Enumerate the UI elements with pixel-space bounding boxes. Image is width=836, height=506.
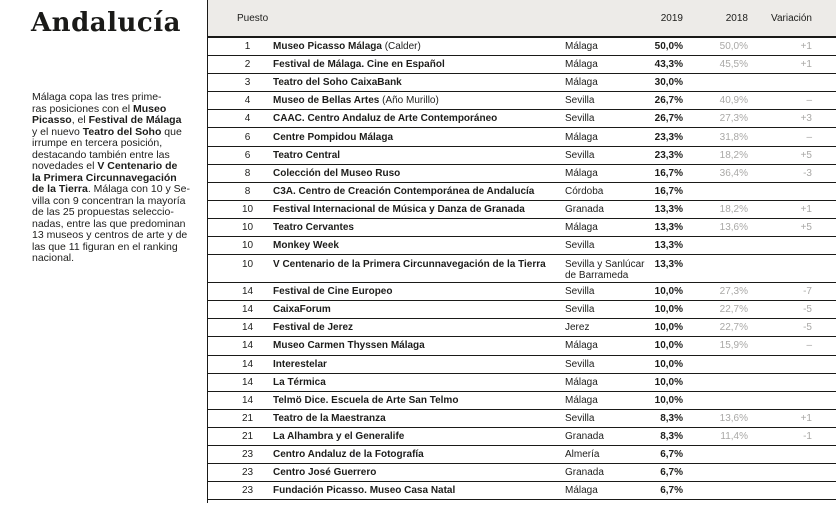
cell-name (273, 485, 565, 496)
cell-city: Málaga (565, 167, 598, 179)
cell-puesto: 10 (241, 258, 254, 270)
cell-puesto: 4 (244, 95, 251, 107)
entity-name: Centre Pompidou Málaga (273, 131, 394, 143)
cell-puesto: 14 (241, 358, 254, 370)
cell-name (273, 168, 565, 179)
header-variacion: Variación (771, 12, 812, 24)
cell-puesto: 10 (241, 240, 254, 252)
cell-2018: 22,7% (719, 322, 748, 334)
cell-city: Almería (565, 449, 600, 461)
cell-2019: 6,7% (660, 449, 683, 461)
cell-2019: 26,7% (654, 95, 683, 107)
cell-2019: 6,7% (660, 467, 683, 479)
cell-puesto: 1 (244, 41, 251, 53)
table-row (208, 337, 836, 355)
table-row (208, 147, 836, 165)
cell-name (273, 113, 565, 124)
cell-puesto: 14 (241, 304, 254, 316)
paragraph-line: la Primera Circunnavegación (32, 171, 177, 184)
cell-name (273, 322, 565, 333)
cell-city: Málaga (565, 394, 598, 406)
table-row (208, 237, 836, 255)
cell-city: Sevilla y Sanlúcar de Barrameda (565, 258, 645, 281)
table-row (208, 301, 836, 319)
entity-name: Teatro Cervantes (273, 221, 354, 233)
cell-variacion: -3 (803, 167, 812, 179)
cell-variacion: +1 (800, 59, 812, 71)
cell-2019: 8,3% (660, 412, 683, 424)
paragraph-line: ras posiciones con el Museo (32, 102, 167, 115)
cell-2019: 16,7% (654, 167, 683, 179)
cell-2019: 8,3% (660, 430, 683, 442)
paragraph-line: destacando también entre las (32, 148, 170, 161)
cell-2018: 11,4% (720, 430, 748, 442)
paragraph-line: villa con 9 concentran la mayoría (32, 194, 186, 207)
table-row (208, 464, 836, 482)
cell-puesto: 4 (244, 113, 251, 125)
cell-name (273, 449, 565, 460)
table-row (208, 374, 836, 392)
cell-name (273, 132, 565, 143)
entity-name: Centro José Guerrero (273, 467, 377, 479)
entity-name: La Alhambra y el Generalife (273, 430, 405, 442)
cell-name (273, 240, 565, 251)
cell-2019: 10,0% (654, 394, 683, 406)
cell-city: Sevilla (565, 286, 595, 298)
cell-puesto: 14 (241, 322, 254, 334)
table-rows (208, 38, 836, 500)
paragraph-line: de la Tierra. Málaga con 10 y Se- (32, 183, 190, 195)
entity-name: Colección del Museo Ruso (273, 167, 401, 179)
cell-2018: 13,6% (719, 221, 748, 233)
cell-puesto: 23 (241, 467, 254, 479)
cell-name (273, 359, 565, 370)
cell-2019: 30,0% (654, 77, 683, 89)
cell-variacion: +5 (800, 149, 812, 161)
cell-name (273, 59, 565, 70)
cell-2019: 26,7% (654, 113, 683, 125)
cell-city: Sevilla (565, 95, 595, 107)
entity-name: C3A. Centro de Creación Contemporánea de Andalucía (273, 185, 535, 197)
cell-city: Córdoba (565, 185, 604, 197)
table-row (208, 165, 836, 183)
table-row (208, 356, 836, 374)
paragraph-line: Picasso, el Festival de Málaga (32, 114, 182, 126)
cell-2019: 13,3% (654, 240, 683, 252)
cell-city: Sevilla (565, 149, 595, 161)
cell-city: Málaga (565, 131, 598, 143)
entity-name: La Térmica (273, 376, 326, 388)
paragraph-line: de las 25 propuestas seleccio- (32, 206, 174, 218)
cell-puesto: 2 (244, 59, 251, 71)
table-row (208, 201, 836, 219)
cell-puesto: 21 (241, 430, 254, 442)
cell-city: Granada (565, 467, 604, 479)
paragraph-line: nacional. (32, 252, 75, 264)
table-row (208, 183, 836, 201)
header-2019: 2019 (660, 12, 683, 24)
paragraph-line: Málaga copa las tres prime- (32, 91, 162, 103)
cell-variacion: -7 (803, 286, 812, 298)
name-note: (Calder) (381, 41, 421, 53)
table-header (208, 0, 836, 38)
page-title: Andalucía (31, 8, 181, 38)
entity-name: Centro Andaluz de la Fotografía (273, 449, 424, 461)
cell-2019: 10,0% (654, 358, 683, 370)
paragraph-line: novedades el V Centenario de (32, 160, 178, 172)
cell-name (273, 186, 565, 197)
cell-name (273, 204, 565, 215)
cell-2018: 31,8% (719, 131, 748, 143)
cell-city: Sevilla (565, 358, 595, 370)
cell-city: Granada (565, 430, 604, 442)
entity-name: Festival de Cine Europeo (273, 286, 393, 298)
cell-name (273, 467, 565, 478)
cell-2019: 13,3% (654, 221, 683, 233)
cell-2019: 16,7% (654, 185, 683, 197)
cell-2019: 10,0% (654, 286, 683, 298)
cell-2018: 22,7% (719, 304, 748, 316)
table-row (208, 255, 836, 283)
cell-city: Granada (565, 203, 604, 215)
cell-2018: 18,2% (719, 203, 748, 215)
cell-2019: 13,3% (654, 203, 683, 215)
cell-puesto: 14 (241, 394, 254, 406)
ranking-table (207, 0, 836, 503)
entity-name: Museo Picasso Málaga (273, 41, 382, 53)
paragraph-line: 13 museos y centros de arte y de (32, 229, 188, 241)
entity-name: Museo Carmen Thyssen Málaga (273, 340, 425, 352)
cell-city: Sevilla (565, 113, 595, 125)
table-row (208, 283, 836, 301)
cell-2019: 10,0% (654, 340, 683, 352)
cell-city: Málaga (565, 376, 598, 388)
table-row (208, 410, 836, 428)
cell-name (273, 286, 565, 297)
cell-name (273, 395, 565, 406)
cell-puesto: 14 (241, 286, 254, 298)
entity-name: Museo de Bellas Artes (273, 95, 380, 107)
table-row (208, 319, 836, 337)
cell-2019: 13,3% (654, 258, 683, 270)
cell-puesto: 6 (244, 131, 251, 143)
cell-city: Málaga (565, 340, 598, 352)
cell-variacion: +5 (800, 221, 812, 233)
cell-puesto: 14 (241, 376, 254, 388)
table-row (208, 56, 836, 74)
cell-city: Jerez (565, 322, 590, 334)
cell-name (273, 222, 565, 233)
header-puesto: Puesto (237, 12, 269, 24)
entity-name: Interestelar (273, 358, 327, 370)
table-row (208, 219, 836, 237)
cell-city: Sevilla (565, 240, 595, 252)
paragraph-line: las que 11 figuran en el ranking (32, 240, 178, 253)
cell-2019: 50,0% (654, 41, 683, 53)
cell-puesto: 23 (241, 449, 254, 461)
table-row (208, 92, 836, 110)
table-row (208, 482, 836, 500)
cell-city: Málaga (565, 485, 598, 497)
cell-city: Málaga (565, 41, 598, 53)
sidebar (0, 0, 207, 506)
cell-2018: 36,4% (719, 167, 748, 179)
entity-name: CaixaForum (273, 304, 331, 316)
cell-city: Sevilla (565, 304, 595, 316)
entity-name: Telmö Dice. Escuela de Arte San Telmo (273, 394, 459, 406)
cell-name (273, 41, 565, 52)
cell-variacion: +1 (800, 41, 812, 53)
cell-name (273, 340, 565, 351)
cell-name (273, 413, 565, 424)
cell-2018: 45,5% (719, 59, 748, 71)
cell-name (273, 377, 565, 388)
cell-city: Málaga (565, 59, 598, 71)
cell-name (273, 431, 565, 442)
cell-variacion: +3 (800, 113, 812, 125)
cell-puesto: 14 (241, 340, 254, 352)
paragraph-line: nadas, entre las que predominan (32, 217, 186, 230)
table-row (208, 110, 836, 128)
paragraph-line: y el nuevo Teatro del Soho que (32, 125, 182, 138)
cell-2019: 10,0% (654, 304, 683, 316)
cell-puesto: 8 (244, 185, 251, 197)
table-row (208, 446, 836, 464)
cell-puesto: 23 (241, 485, 254, 497)
cell-2018: 15,9% (719, 340, 748, 352)
cell-2018: 27,3% (719, 113, 748, 125)
cell-puesto: 6 (244, 149, 251, 161)
cell-2019: 10,0% (654, 376, 683, 388)
cell-2019: 43,3% (654, 59, 683, 71)
name-note: (Año Murillo) (379, 95, 439, 107)
paragraph-line: irrumpe en tercera posición, (32, 137, 163, 149)
cell-puesto: 8 (244, 167, 251, 179)
cell-puesto: 10 (241, 221, 254, 233)
entity-name: Festival de Jerez (273, 322, 354, 334)
cell-variacion: +1 (800, 203, 812, 215)
cell-city: Málaga (565, 77, 598, 89)
entity-name: Festival de Málaga. Cine en Español (273, 59, 445, 71)
entity-name: Teatro del Soho CaixaBank (273, 77, 402, 89)
cell-name (273, 304, 565, 315)
cell-city: Málaga (565, 221, 598, 233)
cell-2019: 6,7% (660, 485, 683, 497)
header-2018: 2018 (725, 12, 748, 24)
cell-variacion: -5 (803, 322, 812, 334)
cell-name (273, 259, 565, 270)
cell-name (273, 150, 565, 161)
cell-name (273, 77, 565, 88)
entity-name: Teatro de la Maestranza (273, 412, 386, 424)
entity-name: CAAC. Centro Andaluz de Arte Contemporáneo (273, 113, 498, 125)
sidebar-paragraph (32, 92, 204, 265)
cell-variacion: -5 (803, 304, 812, 316)
cell-2018: 18,2% (719, 149, 748, 161)
entity-name: Monkey Week (273, 240, 339, 252)
cell-2019: 10,0% (654, 322, 683, 334)
cell-2018: 13,6% (719, 412, 748, 424)
cell-variacion: – (806, 131, 812, 143)
table-row (208, 38, 836, 56)
cell-2018: 50,0% (719, 41, 748, 53)
cell-puesto: 3 (244, 77, 251, 89)
cell-2018: 40,9% (719, 95, 748, 107)
cell-variacion: – (806, 95, 812, 107)
table-row (208, 392, 836, 410)
cell-2019: 23,3% (654, 131, 683, 143)
cell-puesto: 21 (241, 412, 254, 424)
entity-name: Festival Internacional de Música y Danza de Granada (273, 203, 525, 215)
cell-puesto: 10 (241, 203, 254, 215)
table-row (208, 74, 836, 92)
cell-variacion: -1 (803, 430, 812, 442)
entity-name: Teatro Central (273, 149, 341, 161)
table-row (208, 428, 836, 446)
cell-name (273, 95, 565, 106)
cell-2019: 23,3% (654, 149, 683, 161)
entity-name: V Centenario de la Primera Circunnavegación de la Tierra (273, 258, 546, 270)
cell-variacion: +1 (800, 412, 812, 424)
cell-city: Sevilla (565, 412, 595, 424)
cell-variacion: – (806, 340, 812, 352)
entity-name: Fundación Picasso. Museo Casa Natal (273, 485, 456, 497)
table-row (208, 128, 836, 146)
cell-2018: 27,3% (719, 286, 748, 298)
